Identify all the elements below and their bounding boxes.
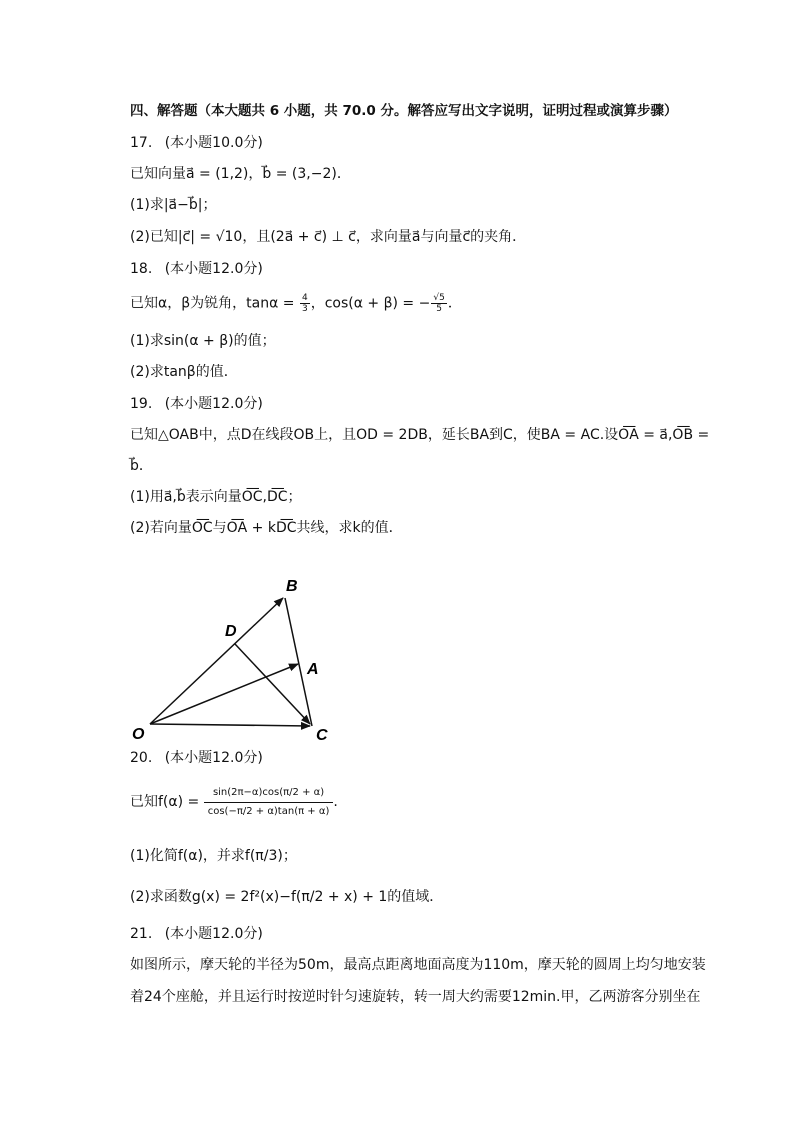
q18-stem	[130, 293, 462, 314]
q20-stem-prefix: 已知f(α) =	[130, 794, 204, 810]
q17-part2: (2)已知|c⃗| = √10，且(2a⃗ + c⃗) ⊥ c⃗，求向量a⃗与向量c⃗的夹角．	[130, 229, 527, 245]
q17-heading	[130, 133, 263, 153]
q18-stem-a: 已知α，β为锐角，tanα =	[130, 295, 299, 312]
q18-number: 18.	[130, 261, 153, 277]
q20-fraction-den: cos(−π/2 + α)tan(π + α)	[207, 805, 330, 817]
q19-part2: (2)若向量O͞C与O͞A + kD͞C共线，求k的值．	[130, 520, 403, 536]
q19-score: (本小题12.0分)	[164, 396, 263, 412]
q20-part2: (2)求函数g(x) = 2f²(x)−f(π/2 + x) + 1的值域．	[130, 889, 444, 905]
q18-stem-b: ，cos(α + β) = −	[310, 295, 431, 312]
q18-part1: (1)求sin(α + β)的值；	[130, 333, 276, 349]
q19-part1: (1)用a⃗,b⃗表示向量O͞C,D͞C；	[130, 489, 302, 505]
q21-line2: 着24个座舱，并且运行时按逆时针匀速旋转，转一周大约需要12min.甲，乙两游客分别坐在	[130, 989, 701, 1005]
q19-stem-line2: b⃗．	[130, 458, 153, 474]
segment-dc	[235, 644, 310, 724]
q20-part1: (1)化简f(α)，并求f(π/3)；	[130, 848, 297, 864]
q19-heading	[130, 394, 263, 414]
label-d: D	[225, 623, 237, 640]
section-header: 四、解答题（本大题共 6 小题，共 70.0 分。解答应写出文字说明，证明过程或演算步骤）	[130, 103, 678, 119]
q18-heading	[130, 259, 263, 279]
label-o: O	[132, 726, 145, 743]
q21-number: 21.	[130, 926, 153, 942]
q20-number: 20.	[130, 750, 153, 766]
segment-oa	[150, 664, 298, 724]
q18-cos-den: 5	[436, 304, 442, 314]
label-c: C	[316, 727, 328, 744]
q20-score: (本小题12.0分)	[164, 750, 263, 766]
q17-stem: 已知向量a⃗ = (1,2)，b⃗ = (3,−2)．	[130, 166, 351, 182]
q21-score: (本小题12.0分)	[164, 926, 263, 942]
q18-tan-fraction	[300, 293, 310, 314]
q17-number: 17.	[130, 135, 153, 151]
q21-heading	[130, 924, 263, 944]
label-a: A	[307, 661, 319, 678]
q21-line1: 如图所示，摩天轮的半径为50m，最高点距离地面高度为110m，摩天轮的圆周上均匀地安装	[130, 957, 706, 973]
q20-fraction	[204, 786, 334, 819]
q18-stem-c: ．	[447, 295, 462, 312]
q18-tan-num: 4	[301, 293, 308, 303]
q18-part2: (2)求tanβ的值．	[130, 364, 238, 380]
segment-ob	[150, 598, 283, 724]
triangle-figure	[128, 572, 338, 752]
q19-number: 19.	[130, 396, 153, 412]
q18-score: (本小题12.0分)	[164, 261, 263, 277]
q20-heading	[130, 748, 263, 768]
q19-stem-line1: 已知△OAB中，点D在线段OB上，且OD = 2DB，延长BA到C，使BA = AC.设O͞A = a⃗,O͞B =	[130, 427, 710, 443]
q20-stem	[130, 784, 338, 820]
q17-part1: (1)求|a⃗−b⃗|；	[130, 197, 217, 213]
label-b: B	[286, 578, 298, 595]
q18-cos-fraction	[431, 293, 446, 314]
q18-cos-num: √5	[433, 293, 445, 303]
q17-score: (本小题10.0分)	[164, 135, 263, 151]
q20-fraction-num: sin(2π−α)cos(π/2 + α)	[204, 786, 334, 803]
q18-tan-den: 3	[301, 304, 308, 314]
segment-oc	[150, 724, 310, 726]
q20-stem-suffix: .	[333, 794, 338, 810]
